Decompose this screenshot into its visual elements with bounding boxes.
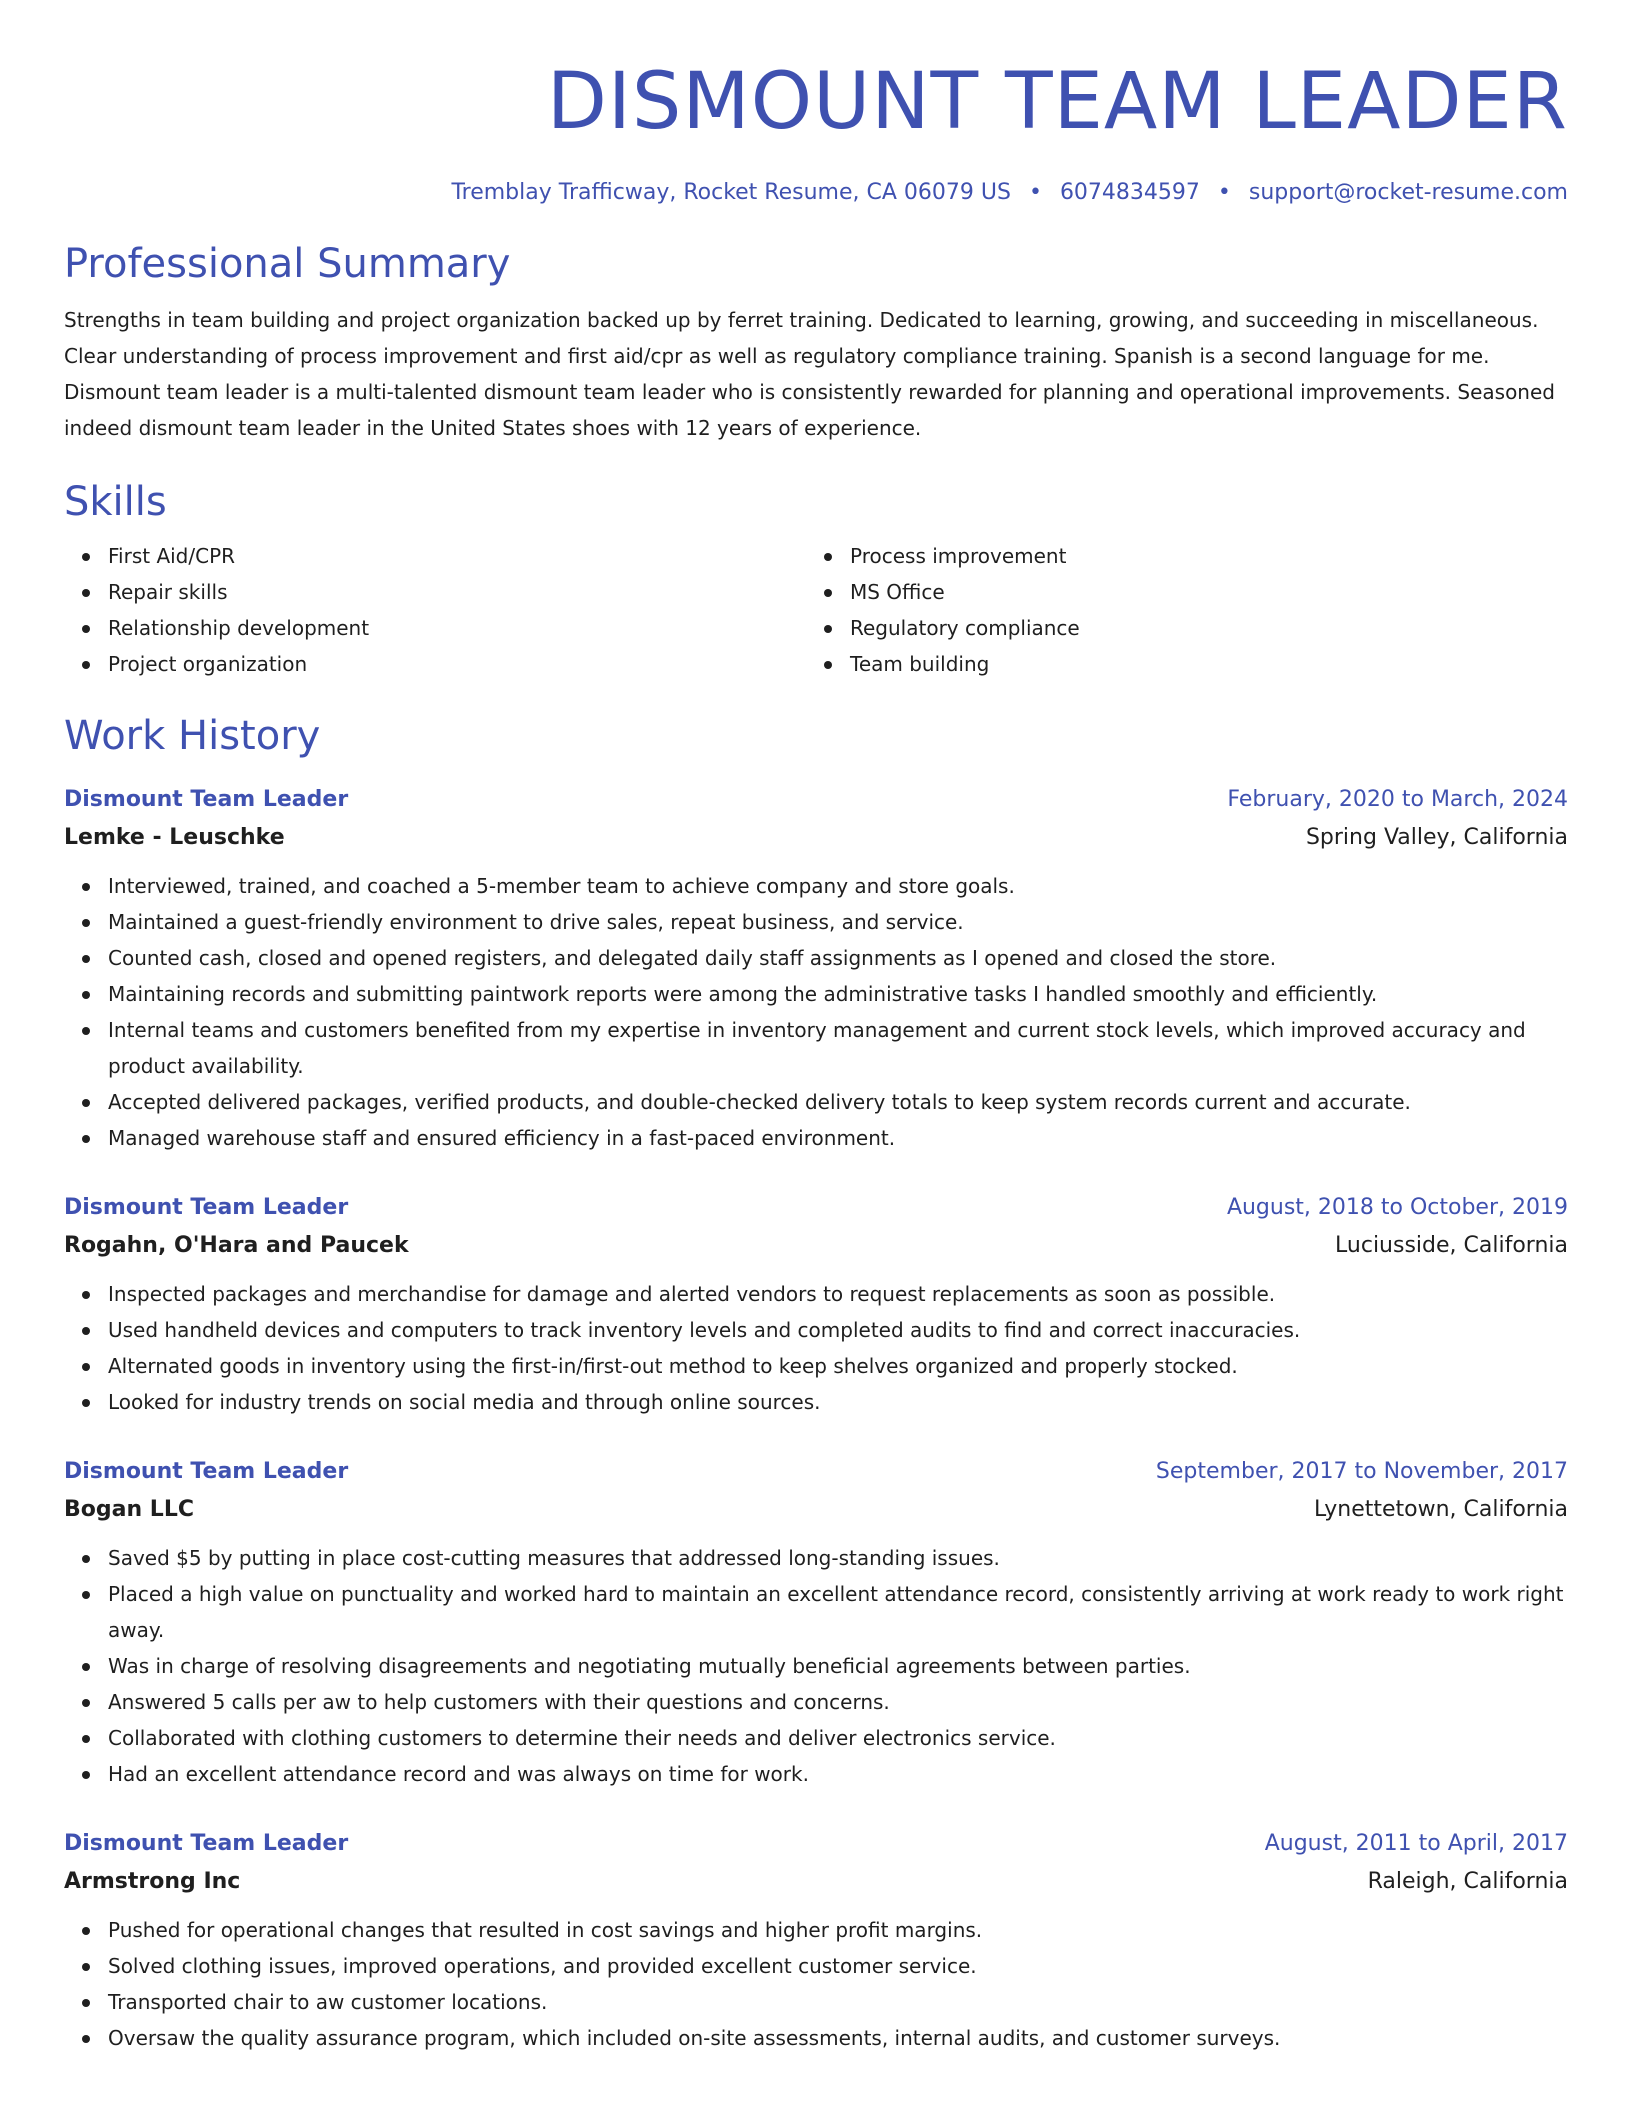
job-company: Lemke - Leuschke	[64, 825, 285, 850]
skills-left-list	[64, 538, 806, 682]
job-company-row	[64, 818, 1568, 858]
job-title: Dismount Team Leader	[64, 787, 349, 812]
job-title-row	[64, 1190, 1568, 1226]
job-bullet: Alternated goods in inventory using the first-in/first-out method to keep shelves organized and properly stocked.	[64, 1348, 1568, 1384]
contact-email: support@rocket-resume.com	[1248, 180, 1568, 205]
skill-item: First Aid/CPR	[64, 538, 806, 574]
job-bullet: Maintained a guest-friendly environment to drive sales, repeat business, and service.	[64, 904, 1568, 940]
work-history-heading: Work History	[64, 713, 321, 759]
job-title: Dismount Team Leader	[64, 1459, 349, 1484]
skill-item: Team building	[806, 646, 1568, 682]
resume-name: DISMOUNT TEAM LEADER	[546, 57, 1568, 147]
job-company-row	[64, 1862, 1568, 1902]
job-bullet: Counted cash, closed and opened registers, and delegated daily staff assignments as I opened and closed the store.	[64, 940, 1568, 976]
contact-phone: 6074834597	[1059, 180, 1200, 205]
job-bullet: Collaborated with clothing customers to determine their needs and deliver electronics service.	[64, 1720, 1568, 1756]
job-bullets	[64, 1276, 1568, 1420]
job-bullet: Inspected packages and merchandise for damage and alerted vendors to request replacements as soon as possible.	[64, 1276, 1568, 1312]
job-bullet: Placed a high value on punctuality and worked hard to maintain an excellent attendance record, consistently arriving at work ready to work right away.	[64, 1576, 1568, 1648]
job-bullet: Pushed for operational changes that resulted in cost savings and higher profit margins.	[64, 1912, 1568, 1948]
job-bullet: Interviewed, trained, and coached a 5-member team to achieve company and store goals.	[64, 868, 1568, 904]
job-entry	[64, 1190, 1568, 1420]
job-title: Dismount Team Leader	[64, 1195, 349, 1220]
job-bullet: Maintaining records and submitting paintwork reports were among the administrative tasks I handled smoothly and efficiently.	[64, 976, 1568, 1012]
job-title-row	[64, 1454, 1568, 1490]
contact-line	[64, 178, 1568, 208]
job-bullet: Used handheld devices and computers to track inventory levels and completed audits to find and correct inaccuracies.	[64, 1312, 1568, 1348]
skill-item: MS Office	[806, 574, 1568, 610]
job-bullet: Had an excellent attendance record and was always on time for work.	[64, 1756, 1568, 1792]
skills-grid	[64, 538, 1568, 682]
job-location: Raleigh, California	[1367, 1869, 1568, 1894]
job-title-row	[64, 782, 1568, 818]
job-company-row	[64, 1226, 1568, 1266]
skill-item: Repair skills	[64, 574, 806, 610]
contact-separator: •	[1217, 180, 1231, 205]
job-bullets	[64, 1540, 1568, 1792]
summary-text: Strengths in team building and project organization backed up by ferret training. Dedicated to learning, growing, and succeeding in miscellaneous. Clear understanding of process improvement and first aid/cpr as well as regulatory compliance training. Spanish is a second language for me. Dismount team leader is a multi-talented dismount team leader who is consistently rewarded for planning and operational improvements. Seasoned indeed dismount team leader in the United States shoes with 12 years of experience.	[64, 308, 1555, 440]
job-title: Dismount Team Leader	[64, 1831, 349, 1856]
summary-heading: Professional Summary	[64, 241, 511, 287]
job-company: Bogan LLC	[64, 1497, 194, 1522]
job-bullet: Looked for industry trends on social media and through online sources.	[64, 1384, 1568, 1420]
job-bullet: Was in charge of resolving disagreements and negotiating mutually beneficial agreements between parties.	[64, 1648, 1568, 1684]
contact-separator: •	[1028, 180, 1042, 205]
job-bullet: Managed warehouse staff and ensured efficiency in a fast-paced environment.	[64, 1120, 1568, 1156]
job-title-row	[64, 1826, 1568, 1862]
skills-heading: Skills	[64, 479, 167, 525]
job-bullet: Answered 5 calls per aw to help customers with their questions and concerns.	[64, 1684, 1568, 1720]
job-bullet: Accepted delivered packages, verified products, and double-checked delivery totals to keep system records current and accurate.	[64, 1084, 1568, 1120]
skill-item: Process improvement	[806, 538, 1568, 574]
contact-address: Tremblay Trafficway, Rocket Resume, CA 06079 US	[451, 180, 1011, 205]
job-location: Luciusside, California	[1335, 1233, 1568, 1258]
job-entry	[64, 1454, 1568, 1792]
job-company-row	[64, 1490, 1568, 1530]
job-dates: August, 2018 to October, 2019	[1226, 1195, 1568, 1220]
job-company: Rogahn, O'Hara and Paucek	[64, 1233, 409, 1258]
job-company: Armstrong Inc	[64, 1869, 241, 1894]
skills-right-list	[806, 538, 1568, 682]
skill-item: Relationship development	[64, 610, 806, 646]
job-bullet: Saved $5 by putting in place cost-cutting measures that addressed long-standing issues.	[64, 1540, 1568, 1576]
job-entry	[64, 782, 1568, 1156]
job-bullet: Oversaw the quality assurance program, which included on-site assessments, internal audits, and customer surveys.	[64, 2020, 1568, 2056]
job-bullets	[64, 868, 1568, 1156]
job-location: Spring Valley, California	[1305, 825, 1568, 850]
job-bullet: Transported chair to aw customer locations.	[64, 1984, 1568, 2020]
job-dates: February, 2020 to March, 2024	[1227, 787, 1568, 812]
job-bullet: Solved clothing issues, improved operations, and provided excellent customer service.	[64, 1948, 1568, 1984]
work-history-list	[64, 782, 1568, 2056]
skill-item: Project organization	[64, 646, 806, 682]
job-bullet: Internal teams and customers benefited from my expertise in inventory management and current stock levels, which improved accuracy and product availability.	[64, 1012, 1568, 1084]
job-location: Lynettetown, California	[1314, 1497, 1568, 1522]
job-dates: September, 2017 to November, 2017	[1155, 1459, 1568, 1484]
skill-item: Regulatory compliance	[806, 610, 1568, 646]
job-entry	[64, 1826, 1568, 2056]
job-bullets	[64, 1912, 1568, 2056]
job-dates: August, 2011 to April, 2017	[1264, 1831, 1568, 1856]
